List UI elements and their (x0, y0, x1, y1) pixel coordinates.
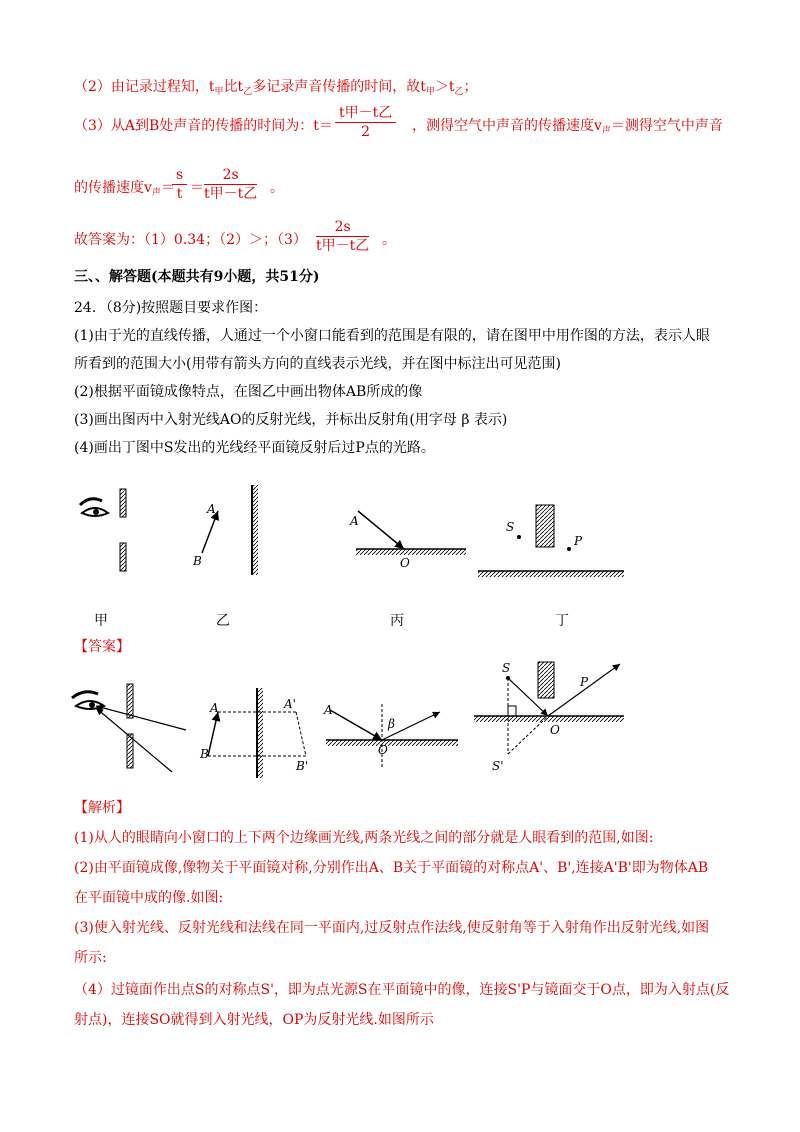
obstacle (536, 505, 554, 547)
fig-label-bing: 丙 (390, 613, 404, 629)
eye-icon (80, 499, 108, 516)
answer-line-3-rest: ，测得空气中声音的传播速度$v_声=$测得空气中声音 (412, 118, 723, 136)
letter-a: A (207, 502, 216, 516)
image-ab (296, 712, 306, 756)
period: 。 (382, 232, 396, 248)
analysis-3b: 所示: (74, 950, 107, 966)
window-top (120, 489, 126, 517)
question-p1a: (1)由于光的直线传播，人通过一个小窗口能看到的范围是有限的，请在图甲中用作图的方法，表示人眼 (74, 328, 710, 344)
reflected-ray (548, 664, 620, 716)
analysis-1: (1)从人的眼睛向小窗口的上下两个边缘画光线,两条光线之间的部分就是人眼看到的范围,如图: (74, 830, 654, 846)
mirror-hatch (257, 688, 263, 778)
answer-line-3-prefix: （3）从A到B处声音的传播的时间为：t＝ (74, 118, 333, 134)
time-fraction: t甲－t乙 2 (335, 104, 396, 141)
question-head: 24．（8分)按照题目要求作图： (74, 300, 268, 316)
equals-sign: ＝ (190, 180, 204, 196)
letter-o: O (400, 556, 410, 570)
section-title: 三、、解答题(本题共有9小题，共51分) (74, 269, 320, 285)
letter-a: A (350, 514, 359, 528)
incident-ray (330, 710, 382, 740)
letter-a: A (210, 701, 219, 715)
letter-p: P (580, 675, 589, 689)
letter-b-prime: B' (296, 759, 309, 773)
letter-beta: β (388, 717, 395, 731)
ray-top (96, 706, 186, 730)
question-p4: (4)画出丁图中S发出的光线经平面镜反射后过P点的光路。 (74, 440, 435, 456)
mirror-hatch (474, 716, 624, 722)
window-top (127, 684, 133, 718)
answer-tag: 【答案】 (74, 639, 130, 655)
question-p3: (3)画出图丙中入射光线AO的反射光线，并标出反射角(用字母 β 表示) (74, 412, 508, 428)
fig-label-yi: 乙 (216, 613, 230, 629)
analysis-tag: 【解析】 (74, 800, 130, 816)
letter-a-prime: A' (284, 697, 296, 711)
letter-a: A (324, 703, 333, 717)
fig-label-ding: 丁 (555, 613, 569, 629)
letter-o: O (378, 743, 388, 757)
object-ab (208, 712, 218, 756)
point-s (517, 535, 521, 539)
summary-fraction: 2s t甲－t乙 (316, 219, 370, 254)
velocity-fraction-1: $\frac{s}{t}$ (172, 166, 187, 203)
ray-bottom (96, 708, 172, 772)
letter-s: S (502, 661, 511, 675)
obstacle (538, 662, 554, 698)
mirror-hatch (252, 485, 258, 575)
letter-b: B (193, 554, 202, 568)
object-ab (202, 511, 218, 553)
analysis-4b: 射点)，连接SO就得到入射光线，OP为反射光线.如图所示 (74, 1012, 434, 1028)
mirror-hatch (356, 549, 466, 555)
window-bottom (120, 543, 126, 571)
question-p2: (2)根据平面镜成像特点，在图乙中画出物体AB所成的像 (74, 384, 423, 400)
mirror-hatch (478, 571, 624, 577)
mirror-hatch (326, 740, 458, 746)
analysis-4a: （4）过镜面作出点S的对称点S'，即为点光源S在平面镜中的像，连接S'P与镜面交于O点，即为入射点(反 (74, 982, 730, 998)
answer-figures (0, 658, 800, 788)
period: 。 (270, 180, 284, 196)
analysis-2b: 在平面镜中成的像.如图: (74, 890, 224, 906)
velocity-fraction-2: 2s t甲－t乙 (204, 167, 258, 202)
letter-o: O (550, 723, 560, 737)
answer-line-2: （2）由记录过程知，$t_甲$比$t_乙$多记录声音传播的时间，故$t_甲>t_乙$； (74, 79, 478, 97)
incident-ray (358, 511, 404, 549)
question-p1b: 所看到的范围大小(用带有箭头方向的直线表示光线，并在图中标注出可见范围) (74, 356, 561, 372)
fig-label-jia: 甲 (94, 613, 108, 629)
answer-summary: 故答案为：（1）0.34；（2）＞；（3） (74, 232, 307, 248)
letter-s: S (506, 520, 515, 534)
analysis-2a: (2)由平面镜成像,像物关于平面镜对称,分别作出A、B关于平面镜的对称点A'、B',连接A'B'即为物体AB (74, 860, 709, 876)
point-p (567, 547, 571, 551)
answer-line-4: 的传播速度$v_声=$ (74, 180, 175, 198)
analysis-3a: (3)使入射光线、反射光线和法线在同一平面内,过反射点作法线,使反射角等于入射角作出反射光线,如图 (74, 920, 710, 936)
right-angle-mark (508, 706, 516, 716)
letter-s-prime: S' (492, 759, 504, 773)
letter-b: B (200, 747, 209, 761)
question-figures (0, 475, 800, 615)
letter-p: P (574, 534, 583, 548)
